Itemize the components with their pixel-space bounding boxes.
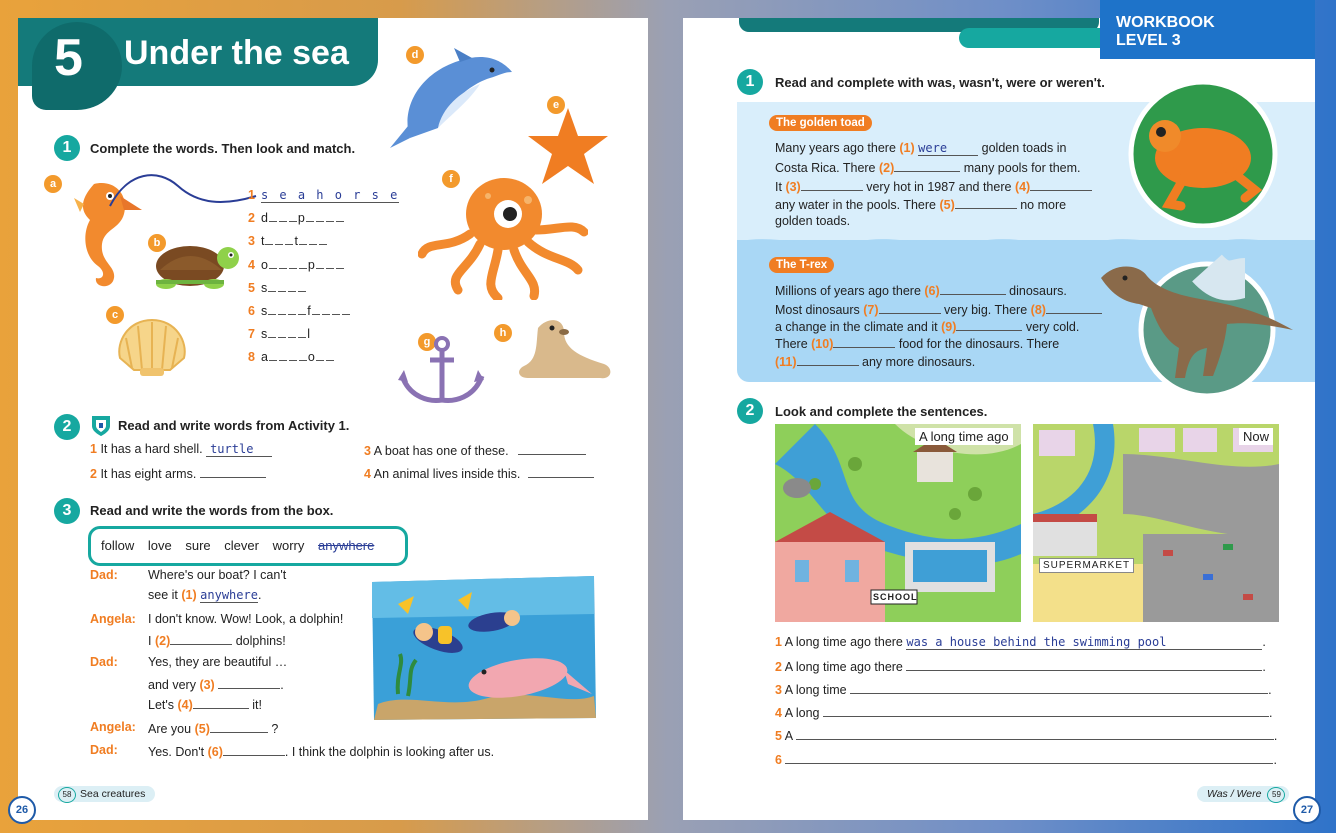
letter-tag-c: c bbox=[106, 306, 124, 324]
trex-line-2-n2: (8) bbox=[1030, 303, 1046, 317]
trex-line-2-n: (7) bbox=[863, 303, 879, 317]
toad-line-4-n: (5) bbox=[939, 198, 955, 212]
sentence-2-blank[interactable] bbox=[906, 658, 1262, 671]
act2-item-3-number: 3 bbox=[364, 444, 371, 458]
dialogue-line-1: Where's our boat? I can't bbox=[148, 568, 287, 582]
word-3-mid: t bbox=[294, 234, 298, 248]
letter-tag-f: f bbox=[442, 170, 460, 188]
seahorse-match-line bbox=[108, 166, 258, 226]
dialogue-line-1b[interactable] bbox=[148, 588, 261, 602]
letter-tag-a: a bbox=[44, 175, 62, 193]
toad-line-1-a: Many years ago there bbox=[775, 141, 896, 155]
dialogue-6-before: Yes. Don't bbox=[148, 745, 205, 759]
dialogue-1-after: . bbox=[257, 588, 262, 602]
trex-line-4[interactable] bbox=[775, 335, 1059, 351]
page-number-right: 27 bbox=[1293, 796, 1321, 824]
letter-tag-b: b bbox=[148, 234, 166, 252]
word-6-number: 6 bbox=[248, 304, 255, 318]
school-sign: SCHOOL bbox=[873, 592, 918, 602]
letter-tag-d: d bbox=[406, 46, 424, 64]
letter-tag-e: e bbox=[547, 96, 565, 114]
trex-blank-6[interactable] bbox=[940, 282, 1006, 295]
word-3-number: 3 bbox=[248, 234, 255, 248]
dialogue-4-blank[interactable] bbox=[193, 696, 249, 709]
toad-line-4-a: any water in the pools. There bbox=[775, 198, 936, 212]
dialogue-1-answer: anywhere bbox=[200, 588, 258, 602]
r-activity-2-number: 2 bbox=[737, 398, 763, 424]
toad-blank-5[interactable] bbox=[955, 196, 1017, 209]
dialogue-speaker-5: Angela: bbox=[90, 720, 136, 734]
sentence-1-number: 1 bbox=[775, 635, 782, 649]
dialogue-2-blank[interactable] bbox=[170, 632, 232, 645]
word-6[interactable] bbox=[248, 304, 351, 318]
act2-item-2-number: 2 bbox=[90, 467, 97, 481]
word-1-number: 1 bbox=[248, 188, 255, 202]
sea-lion-picture bbox=[508, 308, 618, 384]
sentence-4-blank[interactable] bbox=[823, 704, 1269, 717]
trex-line-1[interactable] bbox=[775, 282, 1067, 298]
word-8[interactable] bbox=[248, 350, 335, 364]
word-box-love: love bbox=[147, 538, 172, 553]
sentence-5-text: A bbox=[784, 729, 793, 743]
trex-blank-8[interactable] bbox=[1046, 301, 1102, 314]
trex-line-3-n: (9) bbox=[941, 320, 957, 334]
trex-blank-10[interactable] bbox=[833, 335, 895, 348]
toad-blank-3[interactable] bbox=[801, 178, 863, 191]
trex-line-4-b: food for the dinosaurs. There bbox=[898, 337, 1060, 351]
dialogue-speaker-3: Dad: bbox=[90, 655, 118, 669]
sentence-3[interactable]: 3 A long time . bbox=[775, 683, 1272, 697]
unit-title: Under the sea bbox=[124, 34, 349, 72]
word-box bbox=[88, 526, 408, 566]
activity-3-number: 3 bbox=[54, 498, 80, 524]
page-number-left: 26 bbox=[8, 796, 36, 824]
word-7-start: s bbox=[260, 327, 268, 341]
sentence-6-blank[interactable] bbox=[785, 751, 1273, 764]
act2-item-1[interactable] bbox=[90, 442, 272, 457]
act2-item-3[interactable] bbox=[364, 442, 586, 458]
word-7-mid: l bbox=[307, 327, 310, 341]
dialogue-5-number: (5) bbox=[194, 722, 210, 736]
word-6-mid: f bbox=[307, 304, 311, 318]
toad-line-5: golden toads. bbox=[775, 214, 851, 228]
trex-line-5[interactable] bbox=[775, 353, 975, 369]
trex-line-3-b: very cold. bbox=[1025, 320, 1080, 334]
dialogue-4-number: (4) bbox=[177, 698, 193, 712]
toad-line-3-n2: (4) bbox=[1014, 180, 1031, 194]
activity-3-instruction: Read and write the words from the box. bbox=[90, 503, 334, 518]
dialogue-line-4[interactable] bbox=[148, 696, 262, 712]
workbook-label-line-2: LEVEL 3 bbox=[1116, 32, 1181, 49]
r-footer-tag bbox=[1197, 786, 1289, 802]
golden-toad-picture bbox=[1125, 80, 1281, 228]
footer-badge: 58 bbox=[58, 787, 76, 803]
trex-line-3-a: a change in the climate and it bbox=[775, 320, 938, 334]
word-1 bbox=[248, 188, 399, 202]
r-footer-text: Was / Were bbox=[1207, 788, 1262, 800]
sentence-2-number: 2 bbox=[775, 660, 782, 674]
sentence-2[interactable]: 2 A long time ago there . bbox=[775, 660, 1266, 674]
sentence-3-number: 3 bbox=[775, 683, 782, 697]
act2-item-1-answer: turtle bbox=[206, 442, 272, 457]
word-7[interactable] bbox=[248, 327, 310, 341]
dialogue-line-5[interactable] bbox=[148, 720, 278, 736]
right-page bbox=[683, 14, 1315, 820]
toad-title: The golden toad bbox=[769, 115, 872, 131]
act2-item-3-blank[interactable] bbox=[518, 442, 586, 455]
octopus-picture bbox=[418, 170, 588, 300]
trex-line-1-b: dinosaurs. bbox=[1009, 284, 1067, 298]
trex-line-4-n: (10) bbox=[811, 337, 834, 351]
toad-line-4-b: no more bbox=[1020, 198, 1067, 212]
sentence-3-blank[interactable] bbox=[850, 681, 1268, 694]
toad-line-2-b: many pools for them. bbox=[963, 161, 1081, 175]
act2-item-2-text: It has eight arms. bbox=[100, 467, 197, 481]
letter-tag-h: h bbox=[494, 324, 512, 342]
dialogue-5-blank[interactable] bbox=[210, 720, 268, 733]
word-5[interactable] bbox=[248, 281, 307, 295]
word-2-start: d bbox=[260, 211, 268, 225]
toad-line-4[interactable] bbox=[775, 196, 1066, 212]
dialogue-speaker-6: Dad: bbox=[90, 743, 118, 757]
dialogue-5-before: Are you bbox=[148, 722, 192, 736]
activity-1-instruction: Complete the words. Then look and match. bbox=[90, 141, 356, 156]
word-4-number: 4 bbox=[248, 258, 255, 272]
word-4[interactable] bbox=[248, 258, 345, 272]
trex-blank-9[interactable] bbox=[956, 318, 1022, 331]
word-box-clever: clever bbox=[224, 538, 259, 553]
toad-line-3-a: It bbox=[775, 180, 782, 194]
trex-line-1-n: (6) bbox=[924, 284, 940, 298]
shell-picture bbox=[114, 312, 190, 378]
dialogue-2-after: dolphins! bbox=[235, 634, 286, 648]
dialogue-3-after: . bbox=[280, 678, 284, 692]
word-5-number: 5 bbox=[248, 281, 255, 295]
word-4-start: o bbox=[260, 258, 268, 272]
dialogue-3-blank[interactable] bbox=[218, 676, 280, 689]
dialogue-speaker-1: Dad: bbox=[90, 568, 118, 582]
word-8-start: a bbox=[260, 350, 268, 364]
word-2-mid: p bbox=[297, 211, 305, 225]
dialogue-4-after: it! bbox=[252, 698, 262, 712]
workbook-label-line-1: WORKBOOK bbox=[1116, 14, 1215, 31]
trex-blank-11[interactable] bbox=[797, 353, 859, 366]
supermarket-sign: SUPERMARKET bbox=[1039, 558, 1134, 573]
dialogue-1-number: (1) bbox=[181, 588, 197, 602]
dialogue-3-number: (3) bbox=[199, 678, 215, 692]
dialogue-speaker-2: Angela: bbox=[90, 612, 136, 626]
sentence-5[interactable]: 5 A . bbox=[775, 729, 1278, 743]
footer-text: Sea creatures bbox=[80, 788, 146, 800]
dialogue-line-6[interactable] bbox=[148, 743, 494, 759]
act2-item-4-blank[interactable] bbox=[528, 465, 594, 478]
activity-2-instruction: Read and write words from Activity 1. bbox=[118, 418, 350, 433]
toad-line-3[interactable] bbox=[775, 178, 1092, 194]
word-box-sure: sure bbox=[185, 538, 211, 553]
word-8-number: 8 bbox=[248, 350, 255, 364]
toad-line-1-b: golden toads in bbox=[981, 141, 1067, 155]
sentence-1-answer: was a house behind the swimming pool bbox=[906, 635, 1262, 650]
toad-line-1[interactable] bbox=[775, 141, 1066, 156]
toad-blank-4[interactable] bbox=[1030, 178, 1092, 191]
sentence-3-text: A long time bbox=[784, 683, 847, 697]
dialogue-6-blank[interactable] bbox=[223, 743, 285, 756]
dialogue-6-after: . I think the dolphin is looking after us. bbox=[284, 745, 495, 759]
dialogue-line-3b[interactable] bbox=[148, 676, 284, 692]
sentence-2-text: A long time ago there bbox=[784, 660, 903, 674]
word-2[interactable] bbox=[248, 211, 345, 225]
act2-item-1-text: It has a hard shell. bbox=[100, 442, 203, 456]
sentence-4-number: 4 bbox=[775, 706, 782, 720]
word-4-mid: p bbox=[307, 258, 315, 272]
trex-line-1-a: Millions of years ago there bbox=[775, 284, 921, 298]
left-page bbox=[15, 18, 648, 820]
trex-line-2-b: very big. There bbox=[944, 303, 1028, 317]
sentence-1[interactable]: 1 A long time ago there was a house behind the swimming pool . bbox=[775, 635, 1266, 649]
word-box-follow: follow bbox=[101, 538, 135, 553]
dialogue-5-after: ? bbox=[271, 722, 279, 736]
workbook-label bbox=[1100, 0, 1315, 59]
act2-item-2[interactable] bbox=[90, 465, 266, 481]
toad-line-2[interactable] bbox=[775, 159, 1080, 175]
letter-tag-g: g bbox=[418, 333, 436, 351]
trex-title: The T-rex bbox=[769, 257, 834, 273]
act2-item-3-text: A boat has one of these. bbox=[373, 444, 509, 458]
word-8-mid: o bbox=[307, 350, 315, 364]
r-activity-2-instruction: Look and complete the sentences. bbox=[775, 404, 988, 419]
dialogue-1-before: see it bbox=[148, 588, 178, 602]
word-box-worry: worry bbox=[272, 538, 305, 553]
dialogue-3-before: and very bbox=[148, 678, 196, 692]
picture-1-caption: A long time ago bbox=[915, 428, 1013, 445]
trex-line-4-a: There bbox=[775, 337, 808, 351]
trex-line-5-b: any more dinosaurs. bbox=[862, 355, 976, 369]
footer-tag bbox=[54, 786, 155, 802]
act2-item-2-blank[interactable] bbox=[200, 465, 266, 478]
trex-line-2[interactable] bbox=[775, 301, 1102, 317]
word-2-number: 2 bbox=[248, 211, 255, 225]
word-1-answer: s e a h o r s e bbox=[260, 188, 400, 202]
word-3-start: t bbox=[260, 234, 265, 248]
toad-blank-2[interactable] bbox=[894, 159, 960, 172]
sentence-4-text: A long bbox=[784, 706, 820, 720]
act2-item-4-text: An animal lives inside this. bbox=[373, 467, 521, 481]
sentence-5-number: 5 bbox=[775, 729, 782, 743]
r-activity-1-instruction: Read and complete with was, wasn't, were or weren't. bbox=[775, 75, 1105, 90]
word-box-anywhere: anywhere bbox=[318, 538, 375, 553]
r-activity-1-number: 1 bbox=[737, 69, 763, 95]
act2-item-1-number: 1 bbox=[90, 442, 97, 456]
sentence-6-number: 6 bbox=[775, 753, 782, 767]
dialogue-4-before: Let's bbox=[148, 698, 175, 712]
anchor-picture bbox=[396, 336, 486, 406]
dialogue-2-before: I bbox=[148, 634, 152, 648]
sentence-6[interactable]: 6 . bbox=[775, 753, 1277, 767]
underwater-picture bbox=[368, 574, 600, 722]
dolphin-picture bbox=[380, 48, 520, 152]
word-3[interactable] bbox=[248, 234, 328, 248]
activity-1-number: 1 bbox=[54, 135, 80, 161]
toad-line-2-a: Costa Rica. There bbox=[775, 161, 876, 175]
toad-line-3-b: very hot in 1987 and there bbox=[866, 180, 1012, 194]
dialogue-line-2b[interactable] bbox=[148, 632, 286, 648]
sentence-1-text: A long time ago there bbox=[784, 635, 903, 649]
sentence-4[interactable]: 4 A long . bbox=[775, 706, 1273, 720]
word-7-number: 7 bbox=[248, 327, 255, 341]
trex-blank-7[interactable] bbox=[879, 301, 941, 314]
shield-icon bbox=[90, 414, 112, 438]
trex-line-3[interactable] bbox=[775, 318, 1079, 334]
picture-2-caption: Now bbox=[1239, 428, 1273, 445]
r-footer-badge: 59 bbox=[1267, 787, 1285, 803]
now-picture bbox=[1033, 424, 1279, 622]
act2-item-4[interactable] bbox=[364, 465, 594, 481]
turtle-picture bbox=[144, 236, 244, 292]
trex-line-5-n: (11) bbox=[775, 355, 797, 369]
word-5-start: s bbox=[260, 281, 268, 295]
trex-line-2-a: Most dinosaurs bbox=[775, 303, 860, 317]
toad-answer-1: were bbox=[918, 141, 978, 156]
dialogue-line-2: I don't know. Wow! Look, a dolphin! bbox=[148, 612, 344, 626]
trex-picture bbox=[1095, 248, 1295, 400]
toad-line-3-n: (3) bbox=[785, 180, 801, 194]
word-6-start: s bbox=[260, 304, 268, 318]
unit-number: 5 bbox=[54, 29, 83, 87]
dialogue-6-number: (6) bbox=[207, 745, 223, 759]
dialogue-line-3: Yes, they are beautiful … bbox=[148, 655, 288, 669]
activity-2-number: 2 bbox=[54, 414, 80, 440]
toad-line-1-n: (1) bbox=[899, 141, 915, 155]
act2-item-4-number: 4 bbox=[364, 467, 371, 481]
dialogue-2-number: (2) bbox=[154, 634, 171, 648]
sentence-5-blank[interactable] bbox=[796, 727, 1274, 740]
toad-line-2-n: (2) bbox=[879, 161, 895, 175]
